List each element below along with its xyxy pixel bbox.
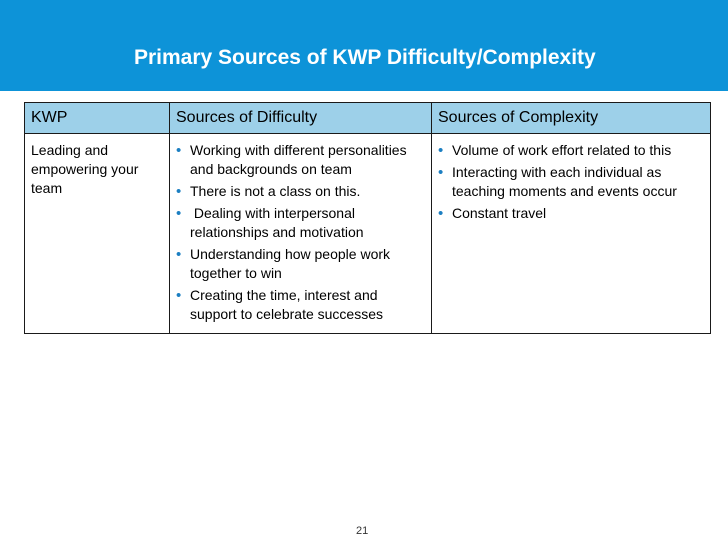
difficulty-list — [176, 141, 425, 324]
list-item — [176, 182, 425, 201]
list-item — [176, 204, 425, 242]
header-sources-of-complexity: Sources of Complexity — [432, 103, 711, 134]
bullet-icon: • — [438, 205, 444, 222]
list-item — [176, 245, 425, 283]
page-number: 21 — [356, 525, 369, 537]
bullet-icon: • — [176, 142, 182, 159]
difficulty-item-text: There is not a class on this. — [190, 183, 361, 199]
complexity-cell — [432, 134, 711, 334]
bullet-icon: • — [176, 183, 182, 200]
difficulty-item-text: Understanding how people work together to win — [190, 246, 391, 281]
difficulty-item-text: Dealing with interpersonal relationships and motivation — [190, 205, 364, 240]
table-header-row — [25, 103, 711, 134]
list-item — [438, 204, 704, 223]
complexity-item-text: Volume of work effort related to this — [452, 142, 672, 158]
bullet-icon: • — [438, 142, 444, 159]
header-kwp: KWP — [25, 103, 170, 134]
slide-title: Primary Sources of KWP Difficulty/Complexity — [134, 46, 596, 69]
difficulty-item-text: Working with different personalities and backgrounds on team — [190, 142, 407, 177]
complexity-item-text: Interacting with each individual as teaching moments and events occur — [452, 164, 677, 199]
list-item — [438, 141, 704, 160]
difficulty-item-text: Creating the time, interest and support to celebrate successes — [190, 287, 383, 322]
header-sources-of-difficulty: Sources of Difficulty — [170, 103, 432, 134]
difficulty-cell — [170, 134, 432, 334]
bullet-icon: • — [176, 246, 182, 263]
header-band — [0, 0, 728, 91]
bullet-icon: • — [176, 205, 182, 222]
list-item — [438, 163, 704, 201]
list-item — [176, 286, 425, 324]
bullet-icon: • — [438, 164, 444, 181]
complexity-list — [438, 141, 704, 223]
kwp-cell: Leading and empowering your team — [25, 134, 170, 334]
list-item — [176, 141, 425, 179]
bullet-icon: • — [176, 287, 182, 304]
kwp-table — [24, 102, 711, 334]
table-row — [25, 134, 711, 334]
complexity-item-text: Constant travel — [452, 205, 547, 221]
